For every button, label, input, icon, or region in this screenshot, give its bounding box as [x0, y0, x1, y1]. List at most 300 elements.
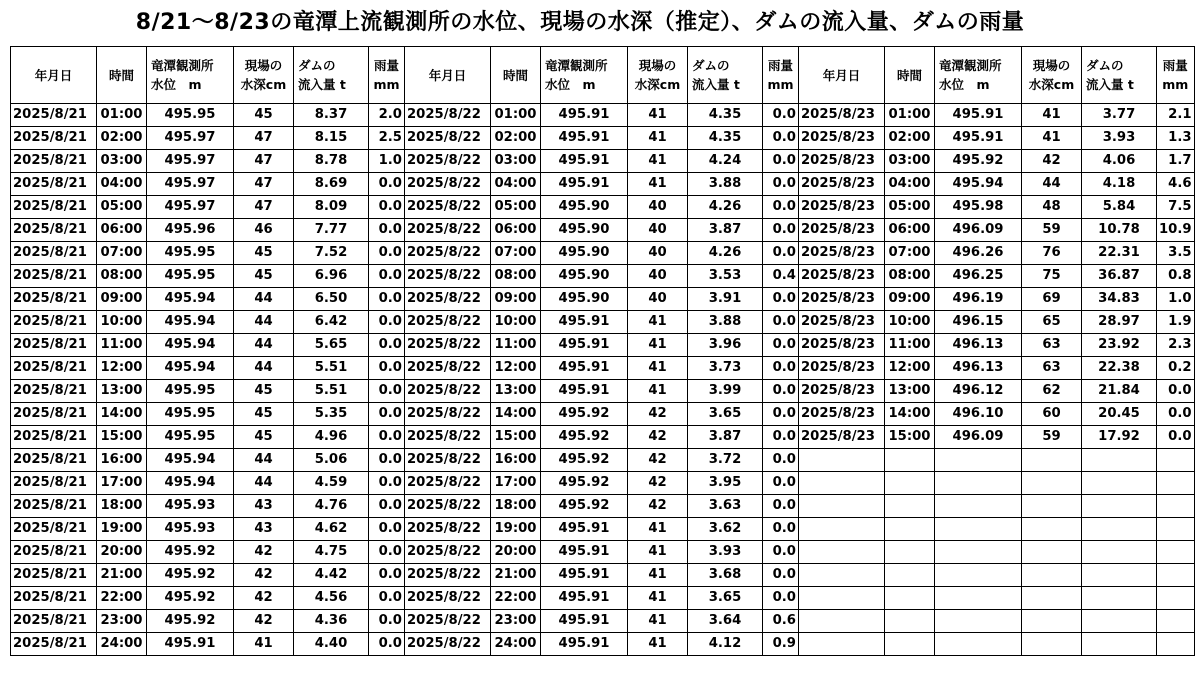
- cell-date: 2025/8/21: [11, 472, 97, 495]
- cell-water-level: 495.92: [541, 403, 628, 426]
- cell-inflow: 3.93: [1082, 127, 1157, 150]
- cell-inflow: [1082, 449, 1157, 472]
- cell-date: 2025/8/23: [799, 380, 885, 403]
- cell-date: 2025/8/22: [405, 518, 491, 541]
- cell-depth: [1022, 587, 1082, 610]
- cell-rainfall: 0.0: [763, 564, 799, 587]
- cell-rainfall: 0.6: [763, 610, 799, 633]
- cell-inflow: [1082, 587, 1157, 610]
- cell-depth: 41: [628, 633, 688, 656]
- cell-date: 2025/8/22: [405, 150, 491, 173]
- cell-rainfall: 0.0: [369, 472, 405, 495]
- cell-depth: 40: [628, 219, 688, 242]
- cell-time: 04:00: [491, 173, 541, 196]
- cell-time: 19:00: [491, 518, 541, 541]
- cell-time: 21:00: [97, 564, 147, 587]
- cell-time: 05:00: [885, 196, 935, 219]
- cell-depth: [1022, 449, 1082, 472]
- cell-depth: 44: [1022, 173, 1082, 196]
- cell-date: 2025/8/21: [11, 380, 97, 403]
- cell-inflow: 3.91: [688, 288, 763, 311]
- header-label: 年月日: [822, 67, 861, 83]
- cell-date: 2025/8/22: [405, 564, 491, 587]
- header-label: 水深cm: [634, 77, 681, 92]
- cell-rainfall: 2.5: [369, 127, 405, 150]
- cell-date: 2025/8/22: [405, 449, 491, 472]
- header-time: [97, 47, 147, 104]
- cell-inflow: [1082, 610, 1157, 633]
- cell-depth: 40: [628, 265, 688, 288]
- cell-water-level: 495.95: [147, 403, 234, 426]
- cell-rainfall: 0.0: [763, 334, 799, 357]
- cell-date: 2025/8/21: [11, 495, 97, 518]
- table-row: [11, 334, 1195, 357]
- cell-water-level: [935, 472, 1022, 495]
- cell-rainfall: [1157, 564, 1195, 587]
- header-date: [405, 47, 491, 104]
- cell-inflow: 28.97: [1082, 311, 1157, 334]
- cell-date: 2025/8/21: [11, 104, 97, 127]
- cell-water-level: 495.91: [541, 127, 628, 150]
- cell-time: 02:00: [97, 127, 147, 150]
- cell-inflow: 3.99: [688, 380, 763, 403]
- cell-depth: 47: [234, 150, 294, 173]
- cell-water-level: 496.13: [935, 334, 1022, 357]
- cell-inflow: 4.12: [688, 633, 763, 656]
- cell-inflow: 4.62: [294, 518, 369, 541]
- cell-depth: [1022, 472, 1082, 495]
- cell-date: 2025/8/21: [11, 311, 97, 334]
- cell-date: 2025/8/23: [799, 219, 885, 242]
- cell-water-level: [935, 610, 1022, 633]
- cell-rainfall: [1157, 610, 1195, 633]
- cell-water-level: 495.92: [541, 449, 628, 472]
- cell-date: 2025/8/21: [11, 449, 97, 472]
- cell-date: 2025/8/23: [799, 242, 885, 265]
- cell-depth: [1022, 518, 1082, 541]
- cell-rainfall: 0.0: [369, 495, 405, 518]
- cell-date: 2025/8/22: [405, 196, 491, 219]
- cell-time: 20:00: [491, 541, 541, 564]
- table-row: [11, 449, 1195, 472]
- table-row: [11, 495, 1195, 518]
- cell-time: 08:00: [885, 265, 935, 288]
- header-label: 年月日: [428, 67, 467, 83]
- cell-water-level: 495.92: [541, 472, 628, 495]
- table-row: [11, 633, 1195, 656]
- cell-water-level: [935, 518, 1022, 541]
- cell-depth: 41: [628, 334, 688, 357]
- cell-date: 2025/8/22: [405, 265, 491, 288]
- cell-rainfall: 0.0: [369, 564, 405, 587]
- cell-time: 12:00: [885, 357, 935, 380]
- cell-inflow: 3.65: [688, 403, 763, 426]
- cell-depth: 65: [1022, 311, 1082, 334]
- cell-water-level: 496.15: [935, 311, 1022, 334]
- cell-date: 2025/8/23: [799, 357, 885, 380]
- cell-time: 18:00: [491, 495, 541, 518]
- cell-inflow: [1082, 518, 1157, 541]
- cell-date: 2025/8/21: [11, 196, 97, 219]
- cell-time: 08:00: [97, 265, 147, 288]
- cell-time: 03:00: [491, 150, 541, 173]
- header-label: 流入量 t: [1086, 77, 1134, 92]
- cell-time: [885, 587, 935, 610]
- cell-depth: 44: [234, 449, 294, 472]
- cell-date: 2025/8/22: [405, 633, 491, 656]
- cell-depth: 47: [234, 173, 294, 196]
- cell-inflow: 34.83: [1082, 288, 1157, 311]
- cell-date: 2025/8/21: [11, 564, 97, 587]
- cell-water-level: 495.91: [541, 311, 628, 334]
- cell-date: 2025/8/23: [799, 127, 885, 150]
- cell-water-level: 495.93: [147, 495, 234, 518]
- cell-date: 2025/8/23: [799, 104, 885, 127]
- cell-water-level: 495.90: [541, 196, 628, 219]
- header-label: 雨量: [1162, 58, 1188, 73]
- header-label: 時間: [108, 67, 134, 83]
- cell-date: 2025/8/21: [11, 610, 97, 633]
- cell-inflow: [1082, 633, 1157, 656]
- table-row: [11, 426, 1195, 449]
- cell-inflow: 10.78: [1082, 219, 1157, 242]
- cell-time: 22:00: [97, 587, 147, 610]
- cell-depth: 45: [234, 265, 294, 288]
- table-row: [11, 564, 1195, 587]
- cell-water-level: 495.95: [147, 265, 234, 288]
- cell-time: 15:00: [885, 426, 935, 449]
- cell-water-level: 495.92: [541, 426, 628, 449]
- cell-time: [885, 541, 935, 564]
- cell-water-level: 496.13: [935, 357, 1022, 380]
- header-time: [885, 47, 935, 104]
- header-label: 時間: [896, 67, 922, 83]
- cell-date: 2025/8/21: [11, 518, 97, 541]
- cell-time: 02:00: [885, 127, 935, 150]
- cell-rainfall: 0.0: [1157, 380, 1195, 403]
- cell-inflow: 4.59: [294, 472, 369, 495]
- cell-inflow: 4.75: [294, 541, 369, 564]
- cell-date: 2025/8/22: [405, 472, 491, 495]
- cell-time: 14:00: [885, 403, 935, 426]
- cell-time: 03:00: [97, 150, 147, 173]
- cell-time: 05:00: [97, 196, 147, 219]
- cell-date: [799, 472, 885, 495]
- header-label: 水位 m: [545, 77, 596, 92]
- cell-time: 04:00: [885, 173, 935, 196]
- cell-time: 09:00: [97, 288, 147, 311]
- cell-inflow: 3.73: [688, 357, 763, 380]
- cell-water-level: 495.91: [541, 150, 628, 173]
- cell-inflow: 4.42: [294, 564, 369, 587]
- cell-water-level: 495.94: [147, 334, 234, 357]
- header-label: ダムの: [298, 58, 336, 73]
- cell-inflow: 4.18: [1082, 173, 1157, 196]
- cell-inflow: 22.31: [1082, 242, 1157, 265]
- cell-depth: 42: [234, 564, 294, 587]
- header-label: 雨量: [373, 58, 399, 73]
- cell-inflow: 4.26: [688, 196, 763, 219]
- cell-depth: 76: [1022, 242, 1082, 265]
- cell-inflow: 3.95: [688, 472, 763, 495]
- table-row: [11, 242, 1195, 265]
- table-row: [11, 357, 1195, 380]
- cell-time: [885, 518, 935, 541]
- header-rainfall: [763, 47, 799, 104]
- cell-depth: 40: [628, 242, 688, 265]
- cell-time: 14:00: [97, 403, 147, 426]
- cell-time: [885, 449, 935, 472]
- cell-time: 06:00: [885, 219, 935, 242]
- header-label: 流入量 t: [298, 77, 346, 92]
- cell-date: 2025/8/21: [11, 334, 97, 357]
- cell-water-level: 496.12: [935, 380, 1022, 403]
- cell-time: 09:00: [491, 288, 541, 311]
- cell-depth: 40: [628, 196, 688, 219]
- cell-depth: 42: [234, 541, 294, 564]
- cell-inflow: 8.69: [294, 173, 369, 196]
- cell-rainfall: 0.0: [763, 495, 799, 518]
- cell-time: 13:00: [885, 380, 935, 403]
- cell-rainfall: 0.0: [763, 541, 799, 564]
- cell-water-level: 495.91: [541, 610, 628, 633]
- cell-inflow: 4.40: [294, 633, 369, 656]
- cell-time: [885, 633, 935, 656]
- cell-water-level: 496.19: [935, 288, 1022, 311]
- cell-inflow: 4.35: [688, 127, 763, 150]
- cell-inflow: 5.51: [294, 380, 369, 403]
- cell-inflow: 4.35: [688, 104, 763, 127]
- cell-rainfall: 0.0: [763, 104, 799, 127]
- cell-time: 06:00: [97, 219, 147, 242]
- cell-depth: 43: [234, 495, 294, 518]
- cell-water-level: 495.95: [147, 242, 234, 265]
- cell-inflow: 4.36: [294, 610, 369, 633]
- cell-date: 2025/8/23: [799, 334, 885, 357]
- cell-date: 2025/8/23: [799, 311, 885, 334]
- cell-depth: 44: [234, 311, 294, 334]
- cell-depth: 47: [234, 196, 294, 219]
- cell-rainfall: 7.5: [1157, 196, 1195, 219]
- cell-time: 01:00: [491, 104, 541, 127]
- cell-water-level: 495.91: [935, 104, 1022, 127]
- cell-rainfall: 0.0: [369, 633, 405, 656]
- cell-date: 2025/8/21: [11, 633, 97, 656]
- cell-time: 07:00: [885, 242, 935, 265]
- cell-date: 2025/8/22: [405, 541, 491, 564]
- cell-rainfall: 0.0: [763, 173, 799, 196]
- header-label: 現場の: [1032, 58, 1071, 73]
- cell-rainfall: 0.9: [763, 633, 799, 656]
- header-inflow: [688, 47, 763, 104]
- cell-rainfall: 0.8: [1157, 265, 1195, 288]
- cell-rainfall: 0.0: [369, 587, 405, 610]
- cell-time: [885, 472, 935, 495]
- cell-rainfall: 0.2: [1157, 357, 1195, 380]
- cell-date: 2025/8/22: [405, 357, 491, 380]
- cell-inflow: [1082, 564, 1157, 587]
- table-row: [11, 472, 1195, 495]
- cell-rainfall: [1157, 633, 1195, 656]
- cell-rainfall: 0.0: [369, 334, 405, 357]
- cell-depth: 63: [1022, 334, 1082, 357]
- cell-rainfall: 0.0: [763, 380, 799, 403]
- cell-depth: 41: [628, 150, 688, 173]
- cell-date: 2025/8/21: [11, 426, 97, 449]
- cell-water-level: 495.95: [147, 380, 234, 403]
- cell-time: 01:00: [885, 104, 935, 127]
- cell-depth: 46: [234, 219, 294, 242]
- cell-inflow: 4.24: [688, 150, 763, 173]
- cell-rainfall: [1157, 518, 1195, 541]
- cell-water-level: 495.91: [935, 127, 1022, 150]
- cell-water-level: 495.94: [147, 357, 234, 380]
- cell-date: 2025/8/22: [405, 334, 491, 357]
- cell-rainfall: 0.0: [763, 449, 799, 472]
- header-label: mm: [1162, 77, 1189, 92]
- cell-inflow: 21.84: [1082, 380, 1157, 403]
- cell-rainfall: 0.0: [369, 610, 405, 633]
- cell-depth: 75: [1022, 265, 1082, 288]
- cell-inflow: 3.87: [688, 219, 763, 242]
- cell-inflow: 5.65: [294, 334, 369, 357]
- header-label: 年月日: [34, 67, 73, 83]
- cell-inflow: 3.68: [688, 564, 763, 587]
- cell-depth: 44: [234, 472, 294, 495]
- cell-rainfall: 0.0: [369, 541, 405, 564]
- header-label: 水深cm: [240, 77, 287, 92]
- cell-water-level: 495.94: [147, 288, 234, 311]
- cell-rainfall: 0.0: [369, 426, 405, 449]
- cell-time: 01:00: [97, 104, 147, 127]
- header-label: 水深cm: [1028, 77, 1075, 92]
- cell-date: 2025/8/23: [799, 288, 885, 311]
- cell-inflow: [1082, 541, 1157, 564]
- cell-water-level: 495.92: [147, 564, 234, 587]
- cell-rainfall: 4.6: [1157, 173, 1195, 196]
- cell-inflow: 5.51: [294, 357, 369, 380]
- cell-date: [799, 610, 885, 633]
- cell-water-level: [935, 495, 1022, 518]
- cell-inflow: 6.42: [294, 311, 369, 334]
- cell-rainfall: 1.9: [1157, 311, 1195, 334]
- header-water-level: [541, 47, 628, 104]
- cell-date: 2025/8/21: [11, 587, 97, 610]
- cell-date: [799, 564, 885, 587]
- cell-depth: 44: [234, 357, 294, 380]
- cell-date: [799, 495, 885, 518]
- header-water-level: [147, 47, 234, 104]
- cell-time: 04:00: [97, 173, 147, 196]
- cell-time: 10:00: [491, 311, 541, 334]
- cell-depth: 59: [1022, 426, 1082, 449]
- cell-rainfall: 0.0: [1157, 403, 1195, 426]
- cell-inflow: 3.63: [688, 495, 763, 518]
- cell-date: [799, 541, 885, 564]
- cell-inflow: 5.84: [1082, 196, 1157, 219]
- cell-inflow: 4.06: [1082, 150, 1157, 173]
- cell-rainfall: 2.3: [1157, 334, 1195, 357]
- cell-date: 2025/8/22: [405, 380, 491, 403]
- cell-depth: 42: [628, 426, 688, 449]
- cell-date: [799, 633, 885, 656]
- table-row: [11, 104, 1195, 127]
- cell-date: 2025/8/21: [11, 127, 97, 150]
- cell-rainfall: 0.0: [369, 173, 405, 196]
- cell-water-level: 495.91: [541, 564, 628, 587]
- cell-inflow: 8.37: [294, 104, 369, 127]
- cell-depth: 42: [628, 403, 688, 426]
- header-label: mm: [373, 77, 400, 92]
- cell-inflow: 8.09: [294, 196, 369, 219]
- cell-depth: 41: [628, 311, 688, 334]
- cell-water-level: [935, 633, 1022, 656]
- cell-rainfall: 0.0: [763, 288, 799, 311]
- cell-water-level: 495.92: [147, 541, 234, 564]
- header-label: mm: [767, 77, 794, 92]
- cell-water-level: 495.91: [541, 334, 628, 357]
- cell-time: 19:00: [97, 518, 147, 541]
- cell-water-level: 495.98: [935, 196, 1022, 219]
- header-label: 現場の: [244, 58, 283, 73]
- cell-time: 07:00: [97, 242, 147, 265]
- cell-rainfall: [1157, 449, 1195, 472]
- cell-time: 07:00: [491, 242, 541, 265]
- cell-rainfall: [1157, 495, 1195, 518]
- header-label: 現場の: [638, 58, 677, 73]
- table-row: [11, 380, 1195, 403]
- cell-water-level: 495.94: [147, 311, 234, 334]
- cell-depth: 42: [628, 449, 688, 472]
- cell-inflow: 6.50: [294, 288, 369, 311]
- cell-time: 15:00: [97, 426, 147, 449]
- cell-depth: 41: [628, 587, 688, 610]
- cell-rainfall: 0.0: [763, 403, 799, 426]
- table-row: [11, 150, 1195, 173]
- cell-depth: 45: [234, 104, 294, 127]
- header-label: 竜潭観測所: [151, 58, 214, 73]
- cell-rainfall: 0.0: [369, 265, 405, 288]
- cell-time: 15:00: [491, 426, 541, 449]
- cell-depth: 69: [1022, 288, 1082, 311]
- cell-time: 20:00: [97, 541, 147, 564]
- cell-depth: 41: [628, 380, 688, 403]
- cell-inflow: 17.92: [1082, 426, 1157, 449]
- header-depth: [628, 47, 688, 104]
- cell-time: 21:00: [491, 564, 541, 587]
- cell-inflow: 8.78: [294, 150, 369, 173]
- cell-water-level: [935, 449, 1022, 472]
- header-row: [11, 47, 1195, 104]
- cell-date: 2025/8/22: [405, 288, 491, 311]
- cell-rainfall: 0.0: [763, 518, 799, 541]
- cell-rainfall: [1157, 472, 1195, 495]
- cell-inflow: 4.26: [688, 242, 763, 265]
- cell-water-level: 496.25: [935, 265, 1022, 288]
- cell-rainfall: 1.7: [1157, 150, 1195, 173]
- cell-inflow: 22.38: [1082, 357, 1157, 380]
- cell-depth: 59: [1022, 219, 1082, 242]
- cell-water-level: 496.09: [935, 426, 1022, 449]
- cell-rainfall: 0.0: [1157, 426, 1195, 449]
- table-row: [11, 587, 1195, 610]
- cell-depth: 41: [628, 357, 688, 380]
- header-rainfall: [1157, 47, 1195, 104]
- cell-rainfall: 2.0: [369, 104, 405, 127]
- cell-rainfall: 1.0: [369, 150, 405, 173]
- cell-depth: 62: [1022, 380, 1082, 403]
- cell-depth: 42: [628, 495, 688, 518]
